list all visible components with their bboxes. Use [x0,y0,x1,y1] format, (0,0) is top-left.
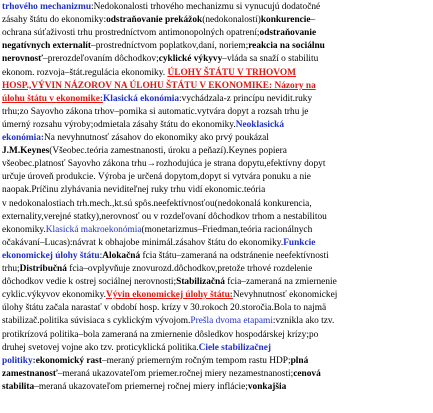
body-text: –meraná ukazovateľom priemernej ročnej miery inflácie; [34,381,248,392]
text-line [2,53,318,66]
text-line [2,381,286,394]
body-text: fcia–ovplyvňuje znovurozd.dôchodkov,pretože trhové rozdelenie [66,264,313,274]
body-text: trhu;zo Sayovho zákona trhov–pomika si automatic.vytvára dopyt a rozsah trhu je [2,106,309,117]
bold-term: J.M.Keynes [2,146,50,157]
text-line [2,224,312,237]
body-text: (nedokonalostí) [202,15,261,26]
body-text: cyklic.výkyvov ekonomiky. [2,290,106,301]
bold-term: zamestnanosť [2,368,58,379]
body-text: určuje úroveň produkcie. Výroba je určená dopytom,dopyt si vytvára ponuku a nie [2,172,311,183]
body-text: fcia štátu–zameraná na odstránenie neefektívnosti [140,250,329,261]
body-text: :vychádzala-z princípu nevidit.ruky [179,93,313,104]
body-text: :Nedokonalosti trhového mechanizmu si vynucujú dodatočné [91,2,321,12]
text-line [2,237,315,250]
blue-heading: Funkcie [283,237,316,248]
text-line [2,315,334,328]
text-line [2,106,308,119]
bold-term: Alokačná [102,250,141,261]
bold-term: vonkajšia [247,381,287,392]
body-text: – [310,15,316,26]
body-text: druhej svetovej vojne ako tzv. proticyklická politika. [2,342,199,353]
text-line [2,250,329,263]
text-line [2,211,327,224]
text-line [2,263,312,276]
blue-heading: Klasická ekonómia [102,93,180,104]
body-text: (monetarizmus–Friedman,teória racionálnych [141,224,313,235]
body-text: zásahy štátu do ekonomiky: [2,15,107,26]
bold-term: odstraňovanie prekážok [106,15,203,26]
text-line [2,158,325,171]
blue-heading: politiky: [2,355,36,366]
text-line [2,40,325,53]
body-text: –meraný priemerným ročným tempom rastu HDP; [101,355,291,366]
body-text: : [99,250,103,261]
text-line [2,171,311,184]
bold-term: ekonomický rast [35,355,102,366]
text-line [2,67,296,80]
body-text: –vláda sa snaží o stabilitu [222,54,319,65]
text-line [2,184,265,197]
bold-term: nerovnosť [2,54,44,65]
text-line [2,119,284,132]
body-text: úlohy štátu začala narastať v období hosp. krízy v 30.rokoch 20.storočia.Bola to najmä [2,303,327,314]
red-heading: Názory na [274,80,316,91]
text-line [2,198,312,211]
body-text: ochrana súťaživosti trhu prostredníctvom antimonopolných opatrení; [2,28,260,39]
text-line [2,132,269,145]
body-text: trhu; [2,264,20,274]
bold-term: konkurencie [260,15,311,26]
body-text: úmerný rozsahu výroby;odmietala zásahy štátu do ekonomiky. [2,119,236,130]
body-text: externality,verejné statky),nerovnosť ou v rozdeľovaní dôchodkov trhom a nestabilitou [2,211,327,222]
blue-heading: Neoklasická [235,119,284,130]
body-text: ekonom. rozvoja–štát.regulácia ekonomiky. [2,67,168,78]
text-line [2,368,321,381]
bold-term: Distribučná [19,264,67,274]
blue-heading: Ciele stabilizačnej [198,342,272,353]
body-text: dôchodkov vedie k ostrej sociálnej nerovnosti; [2,277,177,288]
red-heading: HOSP.,VÝVIN NÁZOROV NA ÚLOHU ŠTÁTU V EKONOMIKE: [2,80,275,91]
text-line [2,93,312,106]
bold-term: cyklické výkyvy [158,54,223,65]
blue-heading: trhového mechanizmu [2,2,92,12]
body-text: Na nevyhnutnosť zásahov do ekonomiky ako prvý poukázal [44,133,269,143]
text-line [2,342,271,355]
red-heading: Vývin ekonomickej úlohy štátu: [105,290,233,301]
body-text: –meraná ukazovateľom priemer.ročnej miery nezamestnanosti; [57,368,294,379]
bold-term: cenová [293,368,321,379]
body-text: protikrízová politika–bola zameraná na zmiernenie dôsledkov hospodárskej krízy;po [2,329,319,340]
body-text: naopak.Príčinu zlyhávania neviditeľnej ruky trhu vidí ekonomic.teória [2,185,266,196]
body-text: –prerozdeľovaním dôchodkov; [43,54,159,65]
blue-heading: ekonómia: [2,133,45,143]
red-heading: ÚLOHY ŠTÁTU V TRHOVOM [167,67,296,78]
text-line [2,302,326,315]
blue-term: Prešla dvoma etapami [190,316,273,327]
red-heading: úlohu štátu v ekonomike: [2,93,103,104]
text-line [2,14,315,27]
text-line [2,80,316,93]
body-text: očakávaní–Lucas):návrat k obhajobe minimál.zásahov štátu do ekonomiky. [2,237,284,248]
body-text: ekonomiky. [2,224,46,235]
bold-term: Stabilizačná [176,277,225,288]
text-line [2,355,308,368]
body-text: fcia–zameraná na zmiernenie [224,277,337,288]
text-line [2,145,287,158]
text-line [2,276,337,289]
body-text: Nevyhnutnosť ekonomickej [232,290,338,301]
bold-term: odstraňovanie [259,28,317,39]
text-line [2,1,320,14]
blue-heading: ekonomickej úlohy štátu [2,250,100,261]
blue-term: Klasická makroekonómia [45,224,142,235]
body-text: (Všeobec.teória zamestnanosti, úroku a peňazí).Keynes popiera [49,146,287,157]
body-text: v nedokonalostiach trh.mech.,kt.sú spôs.neefektívnosťou(nedokonalá konkurencia, [2,198,312,209]
body-text: stabilizač.politika súvisiaca s cyklickým vývojom. [2,316,191,327]
text-line [2,329,318,342]
body-text: –prostredníctvom poplatkov,daní, noriem; [91,41,249,52]
bold-term: reakcia na sociálnu [248,41,325,52]
body-text: :vznikla ako tzv. [272,316,335,327]
text-line [2,27,316,40]
bold-term: plná [290,355,309,366]
text-line [2,289,337,302]
bold-term: stabilita [2,381,35,392]
body-text: všeobec.platnosť Sayovho zákona trhu→rozhodujúca je strana dopytu,efektívny dopyt [2,159,326,170]
bold-term: negatívnych externalít [2,41,92,52]
